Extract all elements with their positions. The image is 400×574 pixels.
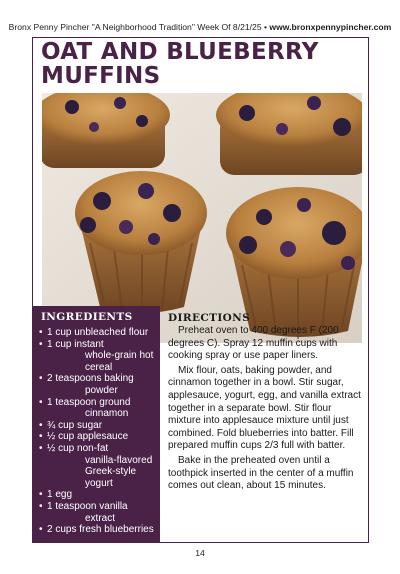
publication-header <box>0 22 400 32</box>
publication-name: Bronx Penny Pincher "A Neighborhood Tradition" Week Of 8/21/25 • <box>8 22 270 32</box>
list-item: • 1 cup unbleached flour <box>39 327 159 339</box>
ingredients-list <box>39 327 159 536</box>
list-item: • 2 cups fresh blueberries <box>39 524 159 536</box>
list-item: • 1 teaspoon vanilla extract <box>39 501 159 524</box>
direction-paragraph: Preheat oven to 400 degrees F (200 degrees C). Spray 12 muffin cups with cooking spray or use paper liners. <box>168 325 339 362</box>
ingredients-panel <box>33 306 160 543</box>
list-item: • ½ cup applesauce <box>39 431 159 443</box>
list-item: • ½ cup non-fat vanilla-flavored Greek-style yogurt <box>39 443 159 489</box>
list-item: • 1 cup instant whole-grain hot cereal <box>39 339 159 374</box>
list-item: • 1 teaspoon ground cinnamon <box>39 397 159 420</box>
direction-paragraph: Mix flour, oats, baking powder, and cinnamon together in a bowl. Stir sugar, applesauce, yogurt, egg, and vanilla extract together in a separate bowl. Stir flour mixture into applesauce mixture until just combined. Fold blueberries into batter. Fill prepared muffin cups 2/3 full with batter. <box>168 364 361 452</box>
muffin-back-left <box>42 93 170 168</box>
list-item: • 1 egg <box>39 489 159 501</box>
directions-section <box>168 306 366 493</box>
recipe-card <box>32 37 369 543</box>
website-link[interactable]: www.bronxpennypincher.com <box>269 22 392 32</box>
direction-paragraph: Bake in the preheated oven until a toothpick inserted in the center of a muffin comes out clean, about 15 minutes. <box>168 454 354 492</box>
page-number: 14 <box>195 548 205 558</box>
muffin-back-right <box>216 93 362 175</box>
ingredients-heading: INGREDIENTS <box>41 311 133 323</box>
list-item: • 2 teaspoons baking powder <box>39 373 159 396</box>
list-item: • ¾ cup sugar <box>39 420 159 432</box>
directions-heading: DIRECTIONS <box>168 312 251 324</box>
recipe-title: OAT AND BLUEBERRY MUFFINS <box>41 39 319 89</box>
